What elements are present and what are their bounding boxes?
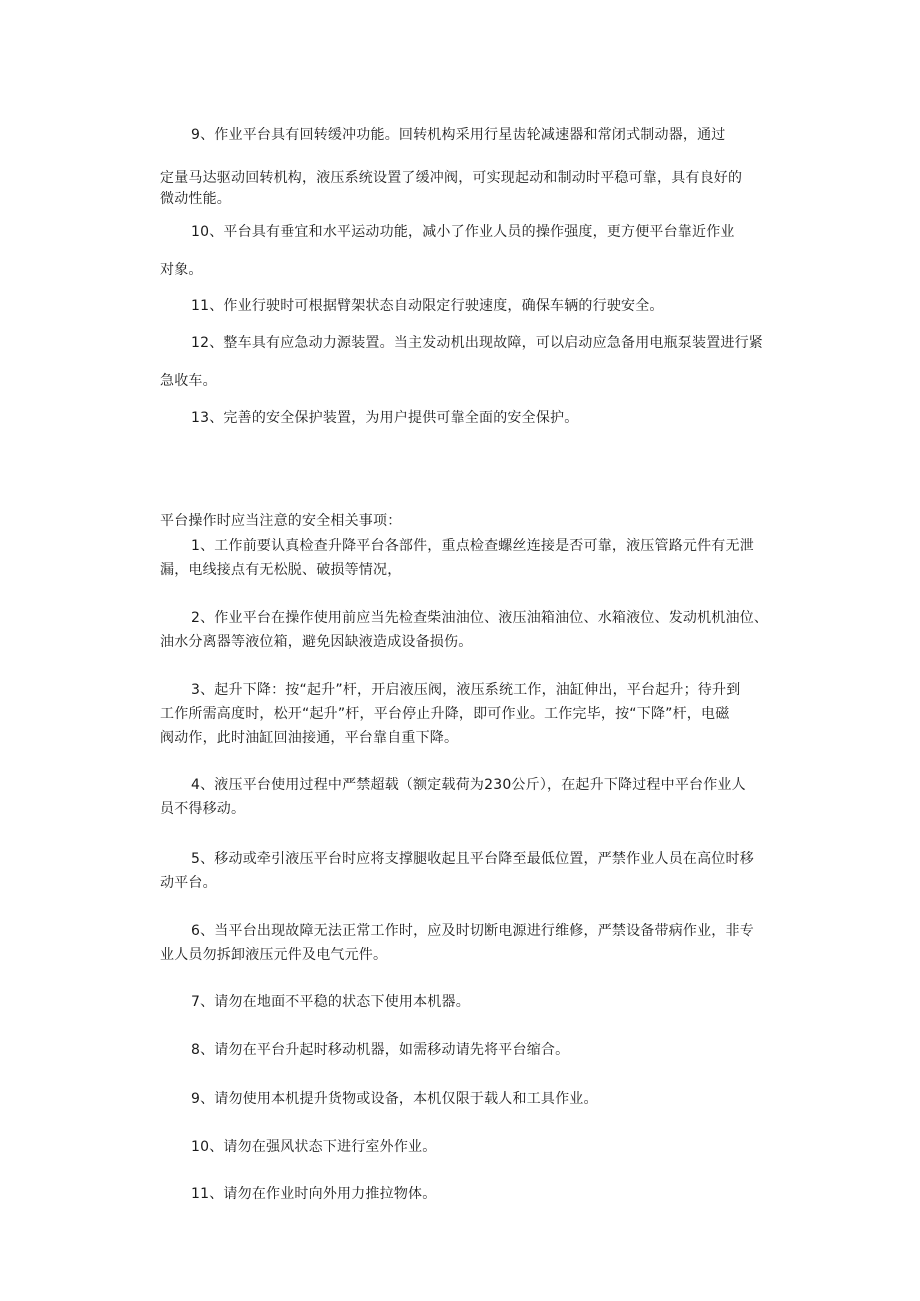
text-line: 9、请勿使用本机提升货物或设备，本机仅限于载人和工具作业。 [191,1091,598,1107]
text-line: 阀动作，此时油缸回油接通，平台靠自重下降。 [160,730,459,746]
text-line: 定量马达驱动回转机构，液压系统设置了缓冲阀，可实现起动和制动时平稳可靠，具有良好的 [160,170,743,186]
text-line: 7、请勿在地面不平稳的状态下使用本机器。 [191,994,470,1010]
text-line: 动平台。 [160,875,217,891]
text-line: 8、请勿在平台升起时移动机器，如需移动请先将平台缩合。 [191,1042,570,1058]
text-line: 11、请勿在作业时向外用力推拉物体。 [191,1186,437,1202]
text-line: 漏，电线接点有无松脱、破损等情况， [160,562,402,578]
text-line: 急收车。 [160,373,217,389]
text-line: 1、工作前要认真检查升降平台各部件，重点检查螺丝连接是否可靠，液压管路元件有无泄 [191,538,754,554]
text-line: 10、请勿在强风状态下进行室外作业。 [191,1139,437,1155]
text-line: 13、完善的安全保护装置，为用户提供可靠全面的安全保护。 [191,410,579,426]
text-line: 工作所需高度时，松开“起升”杆，平台停止升降，即可作业。工作完毕，按“下降”杆，电磁 [160,706,730,722]
text-line: 4、液压平台使用过程中严禁超载（额定载荷为230公斤），在起升下降过程中平台作业人 [191,777,746,793]
text-line: 业人员勿拆卸液压元件及电气元件。 [160,947,388,963]
text-line: 对象。 [160,262,203,278]
text-line: 员不得移动。 [160,801,246,817]
text-line: 3、起升下降：按“起升”杆，开启液压阀，液压系统工作，油缸伸出，平台起升；待升到 [191,682,741,698]
text-line: 9、作业平台具有回转缓冲功能。回转机构采用行星齿轮减速器和常闭式制动器，通过 [191,127,726,143]
text-line: 5、移动或牵引液压平台时应将支撑腿收起且平台降至最低位置，严禁作业人员在高位时移 [191,851,754,867]
text-line: 微动性能。 [160,191,231,207]
text-line: 油水分离器等液位箱，避免因缺液造成设备损伤。 [160,634,473,650]
section-heading: 平台操作时应当注意的安全相关事项： [160,513,402,529]
text-line: 10、平台具有垂宜和水平运动功能，减小了作业人员的操作强度，更方便平台靠近作业 [191,224,735,240]
text-line: 11、作业行驶时可根据臂架状态自动限定行驶速度，确保车辆的行驶安全。 [191,298,664,314]
text-line: 2、作业平台在操作使用前应当先检查柴油油位、液压油箱油位、水箱液位、发动机机油位、 [191,610,769,626]
text-line: 6、当平台出现故障无法正常工作时，应及时切断电源进行维修，严禁设备带病作业，非专 [191,923,754,939]
text-line: 12、整车具有应急动力源装置。当主发动机出现故障，可以启动应急备用电瓶泵装置进行紧 [191,335,764,351]
